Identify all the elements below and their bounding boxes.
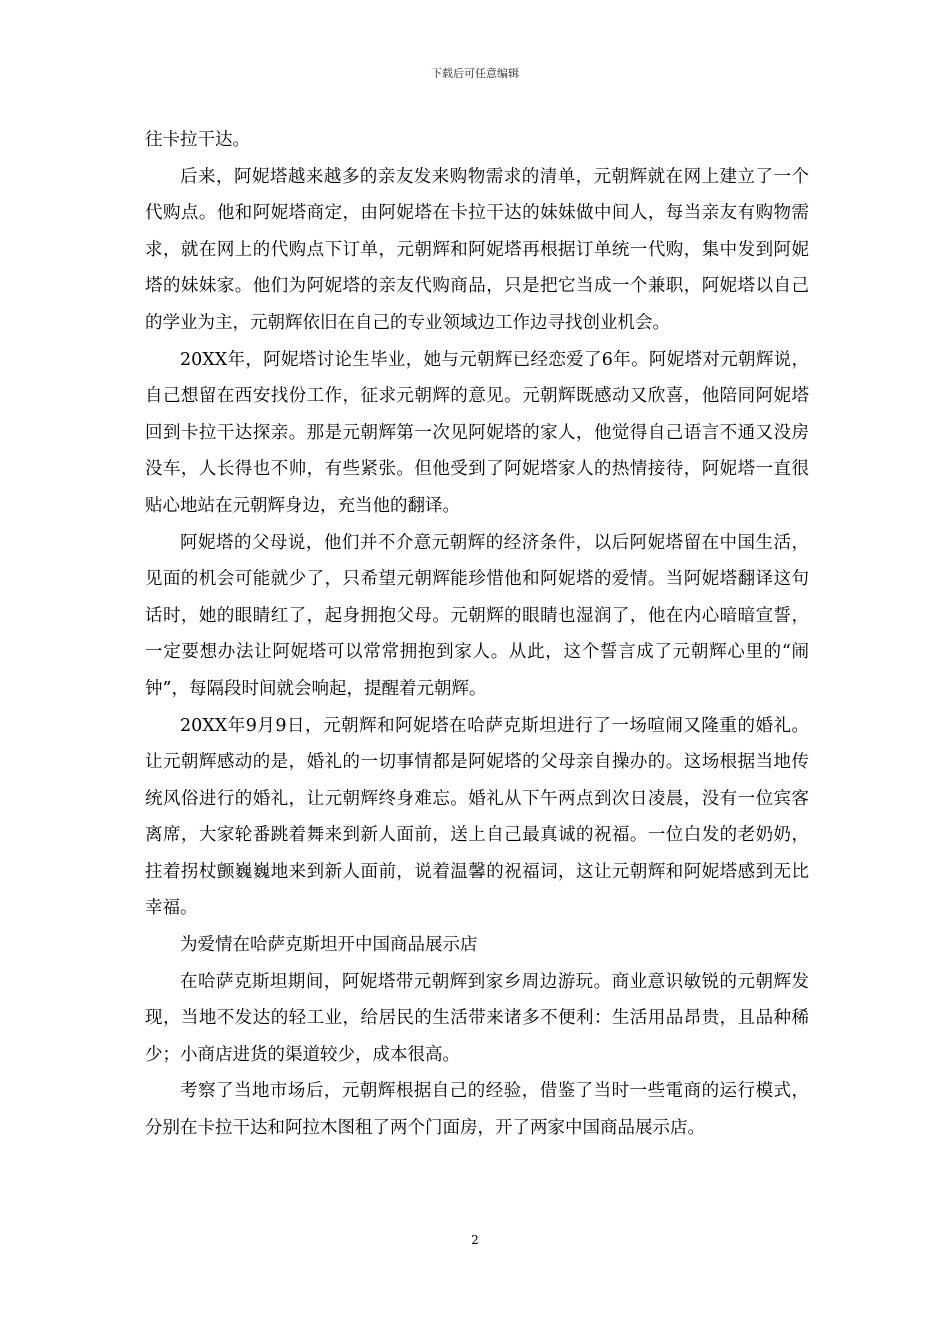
paragraph: 阿妮塔的父母说，他们并不介意元朝辉的经济条件，以后阿妮塔留在中国生活，见面的机会可能就少了，只希望元朝辉能珍惜他和阿妮塔的爱情。当阿妮塔翻译这句话时，她的眼睛红了，起身拥抱父母。元朝辉的眼睛也湿润了，他在内心暗暗宣誓，一定要想办法让阿妮塔可以常常拥抱到家人。从此，这个誓言成了元朝辉心里的“闹钟”，每隔段时间就会响起，提醒着元朝辉。 xyxy=(145,532,809,699)
paragraph: 在哈萨克斯坦期间，阿妮塔带元朝辉到家乡周边游玩。商业意识敏锐的元朝辉发现，当地不发达的轻工业，给居民的生活带来诸多不便利：生活用品昂贵，且品种稀少；小商店进货的渠道较少，成本很高。 xyxy=(145,971,809,1065)
paragraph: 后来，阿妮塔越来越多的亲友发来购物需求的清单，元朝辉就在网上建立了一个代购点。他和阿妮塔商定，由阿妮塔在卡拉干达的妹妹做中间人，每当亲友有购物需求，就在网上的代购点下订单，元朝辉和阿妮塔再根据订单统一代购，集中发到阿妮塔的妹妹家。他们为阿妮塔的亲友代购商品，只是把它当成一个兼职，阿妮塔以自己的学业为主，元朝辉依旧在自己的专业领域边工作边寻找创业机会。 xyxy=(145,166,809,333)
paragraph: 20XX年，阿妮塔讨论生毕业，她与元朝辉已经恋爱了6年。阿妮塔对元朝辉说，自己想留在西安找份工作，征求元朝辉的意见。元朝辉既感动又欣喜，他陪同阿妮塔回到卡拉干达探亲。那是元朝辉第一次见阿妮塔的家人，他觉得自己语言不通又没房没车，人长得也不帅，有些紧张。但他受到了阿妮塔家人的热情接待，阿妮塔一直很贴心地站在元朝辉身边，充当他的翻译。 xyxy=(145,349,809,516)
paragraph: 往卡拉干达。 xyxy=(145,130,250,150)
page-number: 2 xyxy=(471,1233,479,1247)
document-body xyxy=(145,122,809,1147)
paragraph: 20XX年9月9日，元朝辉和阿妮塔在哈萨克斯坦进行了一场喧闹又隆重的婚礼。让元朝辉感动的是，婚礼的一切事情都是阿妮塔的父母亲自操办的。这场根据当地传统风俗进行的婚礼，让元朝辉终身难忘。婚礼从下午两点到次日凌晨，没有一位宾客离席，大家轮番跳着舞来到新人面前，送上自己最真诚的祝福。一位白发的老奶奶，拄着拐杖颤巍巍地来到新人面前，说着温馨的祝福词，这让元朝辉和阿妮塔感到无比幸福。 xyxy=(145,715,809,919)
section-heading: 为爱情在哈萨克斯坦开中国商品展示店 xyxy=(180,935,478,956)
page-header: 下载后可任意编辑 xyxy=(431,67,519,80)
paragraph: 考察了当地市场后，元朝辉根据自己的经验，借鉴了当时一些電商的运行模式，分别在卡拉干达和阿拉木图租了两个门面房，开了两家中国商品展示店。 xyxy=(145,1081,809,1139)
